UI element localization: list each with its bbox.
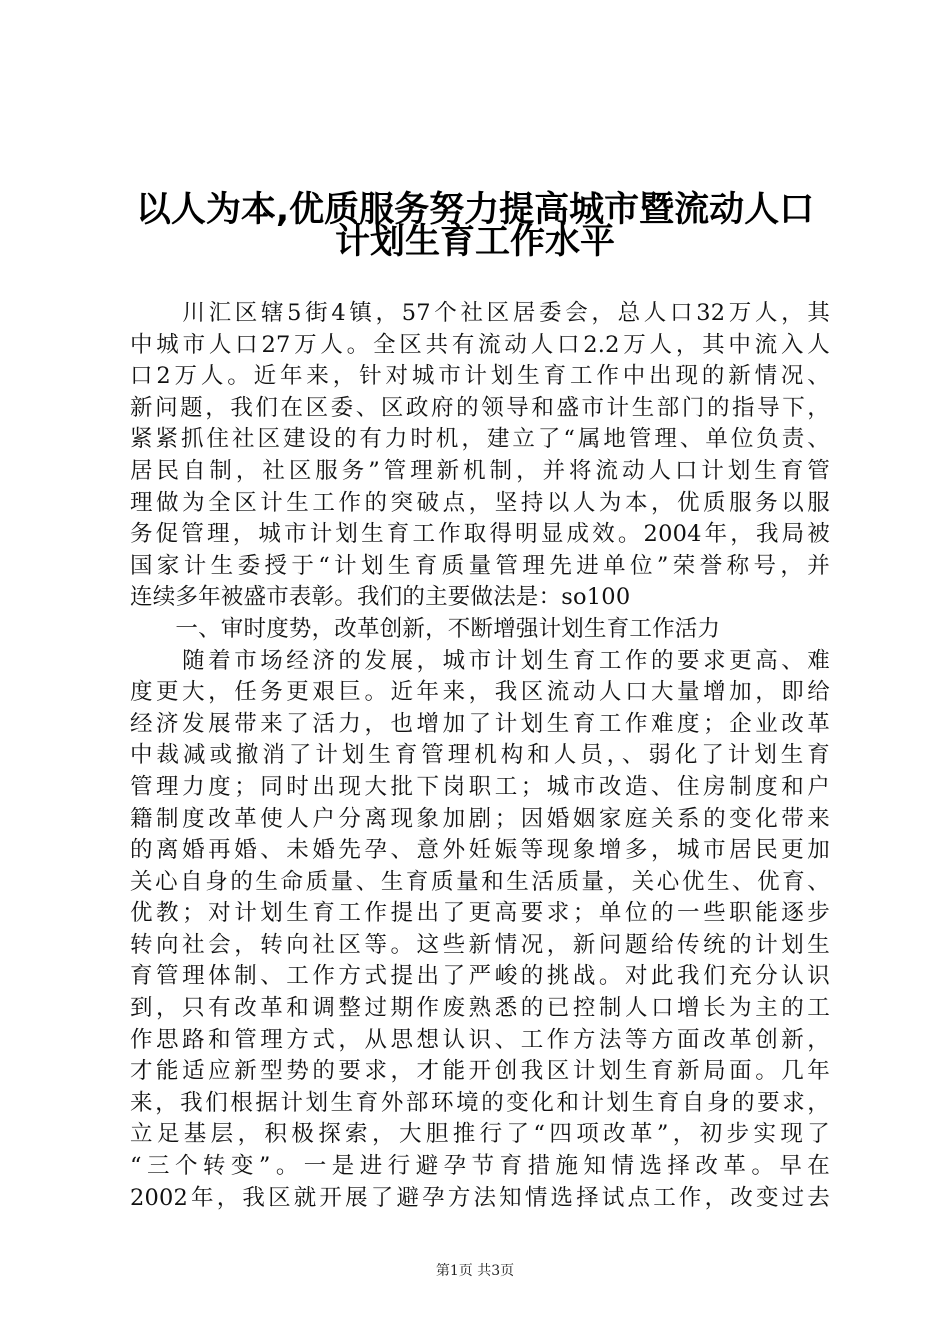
body-line: 到，只有改革和调整过期作废熟悉的已控制人口增长为主的工: [130, 995, 830, 1022]
body-line: 才能适应新型势的要求，才能开创我区计划生育新局面。几年: [130, 1058, 830, 1085]
body-line: 紧紧抓住社区建设的有力时机，建立了“属地管理、单位负责、: [130, 426, 830, 453]
body-line: 优教；对计划生育工作提出了更高要求；单位的一些职能逐步: [130, 900, 830, 927]
body-line: 口2万人。近年来，针对城市计划生育工作中出现的新情况、: [130, 363, 830, 390]
body-line: 经济发展带来了活力，也增加了计划生育工作难度；企业改革: [130, 710, 830, 737]
body-line: 随着市场经济的发展，城市计划生育工作的要求更高、难: [130, 647, 830, 674]
body-line: 国家计生委授于“计划生育质量管理先进单位”荣誉称号，并: [130, 552, 830, 579]
body-line: 关心自身的生命质量、生育质量和生活质量，关心优生、优育、: [130, 868, 830, 895]
body-line: 一、审时度势，改革创新，不断增强计划生育工作活力: [130, 615, 721, 642]
body-line: 居民自制，社区服务”管理新机制，并将流动人口计划生育管: [130, 457, 830, 484]
body-line: 管理力度；同时出现大批下岗职工；城市改造、住房制度和户: [130, 773, 830, 800]
body-line: “三个转变”。一是进行避孕节育措施知情选择改革。早在: [130, 1153, 830, 1180]
body-line: 转向社会，转向社区等。这些新情况，新问题给传统的计划生: [130, 931, 830, 958]
body-line: 籍制度改革使人户分离现象加剧；因婚姻家庭关系的变化带来: [130, 805, 830, 832]
body-line: 2002年，我区就开展了避孕方法知情选择试点工作，改变过去: [130, 1184, 830, 1211]
body-line: 务促管理，城市计划生育工作取得明显成效。2004年，我局被: [130, 521, 830, 548]
body-line: 川汇区辖5街4镇，57个社区居委会，总人口32万人，其: [130, 300, 830, 326]
page-footer: 第1页 共3页: [435, 1263, 515, 1279]
document-body: [130, 298, 830, 1214]
body-line: 作思路和管理方式，从思想认识、工作方法等方面改革创新，: [130, 1026, 830, 1053]
body-line: 立足基层，积极探索，大胆推行了“四项改革”，初步实现了: [130, 1121, 830, 1148]
body-line: 来，我们根据计划生育外部环境的变化和计划生育自身的要求，: [130, 1089, 830, 1116]
document-title-line-2: 计划生育工作水平: [334, 222, 615, 262]
body-line: 育管理体制、工作方式提出了严峻的挑战。对此我们充分认识: [130, 963, 830, 990]
body-line: 度更大，任务更艰巨。近年来，我区流动人口大量增加，即给: [130, 679, 830, 706]
body-line: 理做为全区计生工作的突破点，坚持以人为本，优质服务以服: [130, 489, 830, 516]
body-line: 中城市人口27万人。全区共有流动人口2.2万人，其中流入人: [130, 331, 830, 358]
body-line: 新问题，我们在区委、区政府的领导和盛市计生部门的指导下，: [130, 394, 830, 421]
body-line: 的离婚再婚、未婚先孕、意外妊娠等现象增多，城市居民更加: [130, 837, 830, 864]
document-title-line-1: 以人为本,优质服务努力提高城市暨流动人口: [135, 190, 815, 230]
body-line: 连续多年被盛市表彰。我们的主要做法是：so100: [130, 584, 631, 611]
body-line: 中裁减或撤消了计划生育管理机构和人员，、弱化了计划生育: [130, 742, 830, 769]
